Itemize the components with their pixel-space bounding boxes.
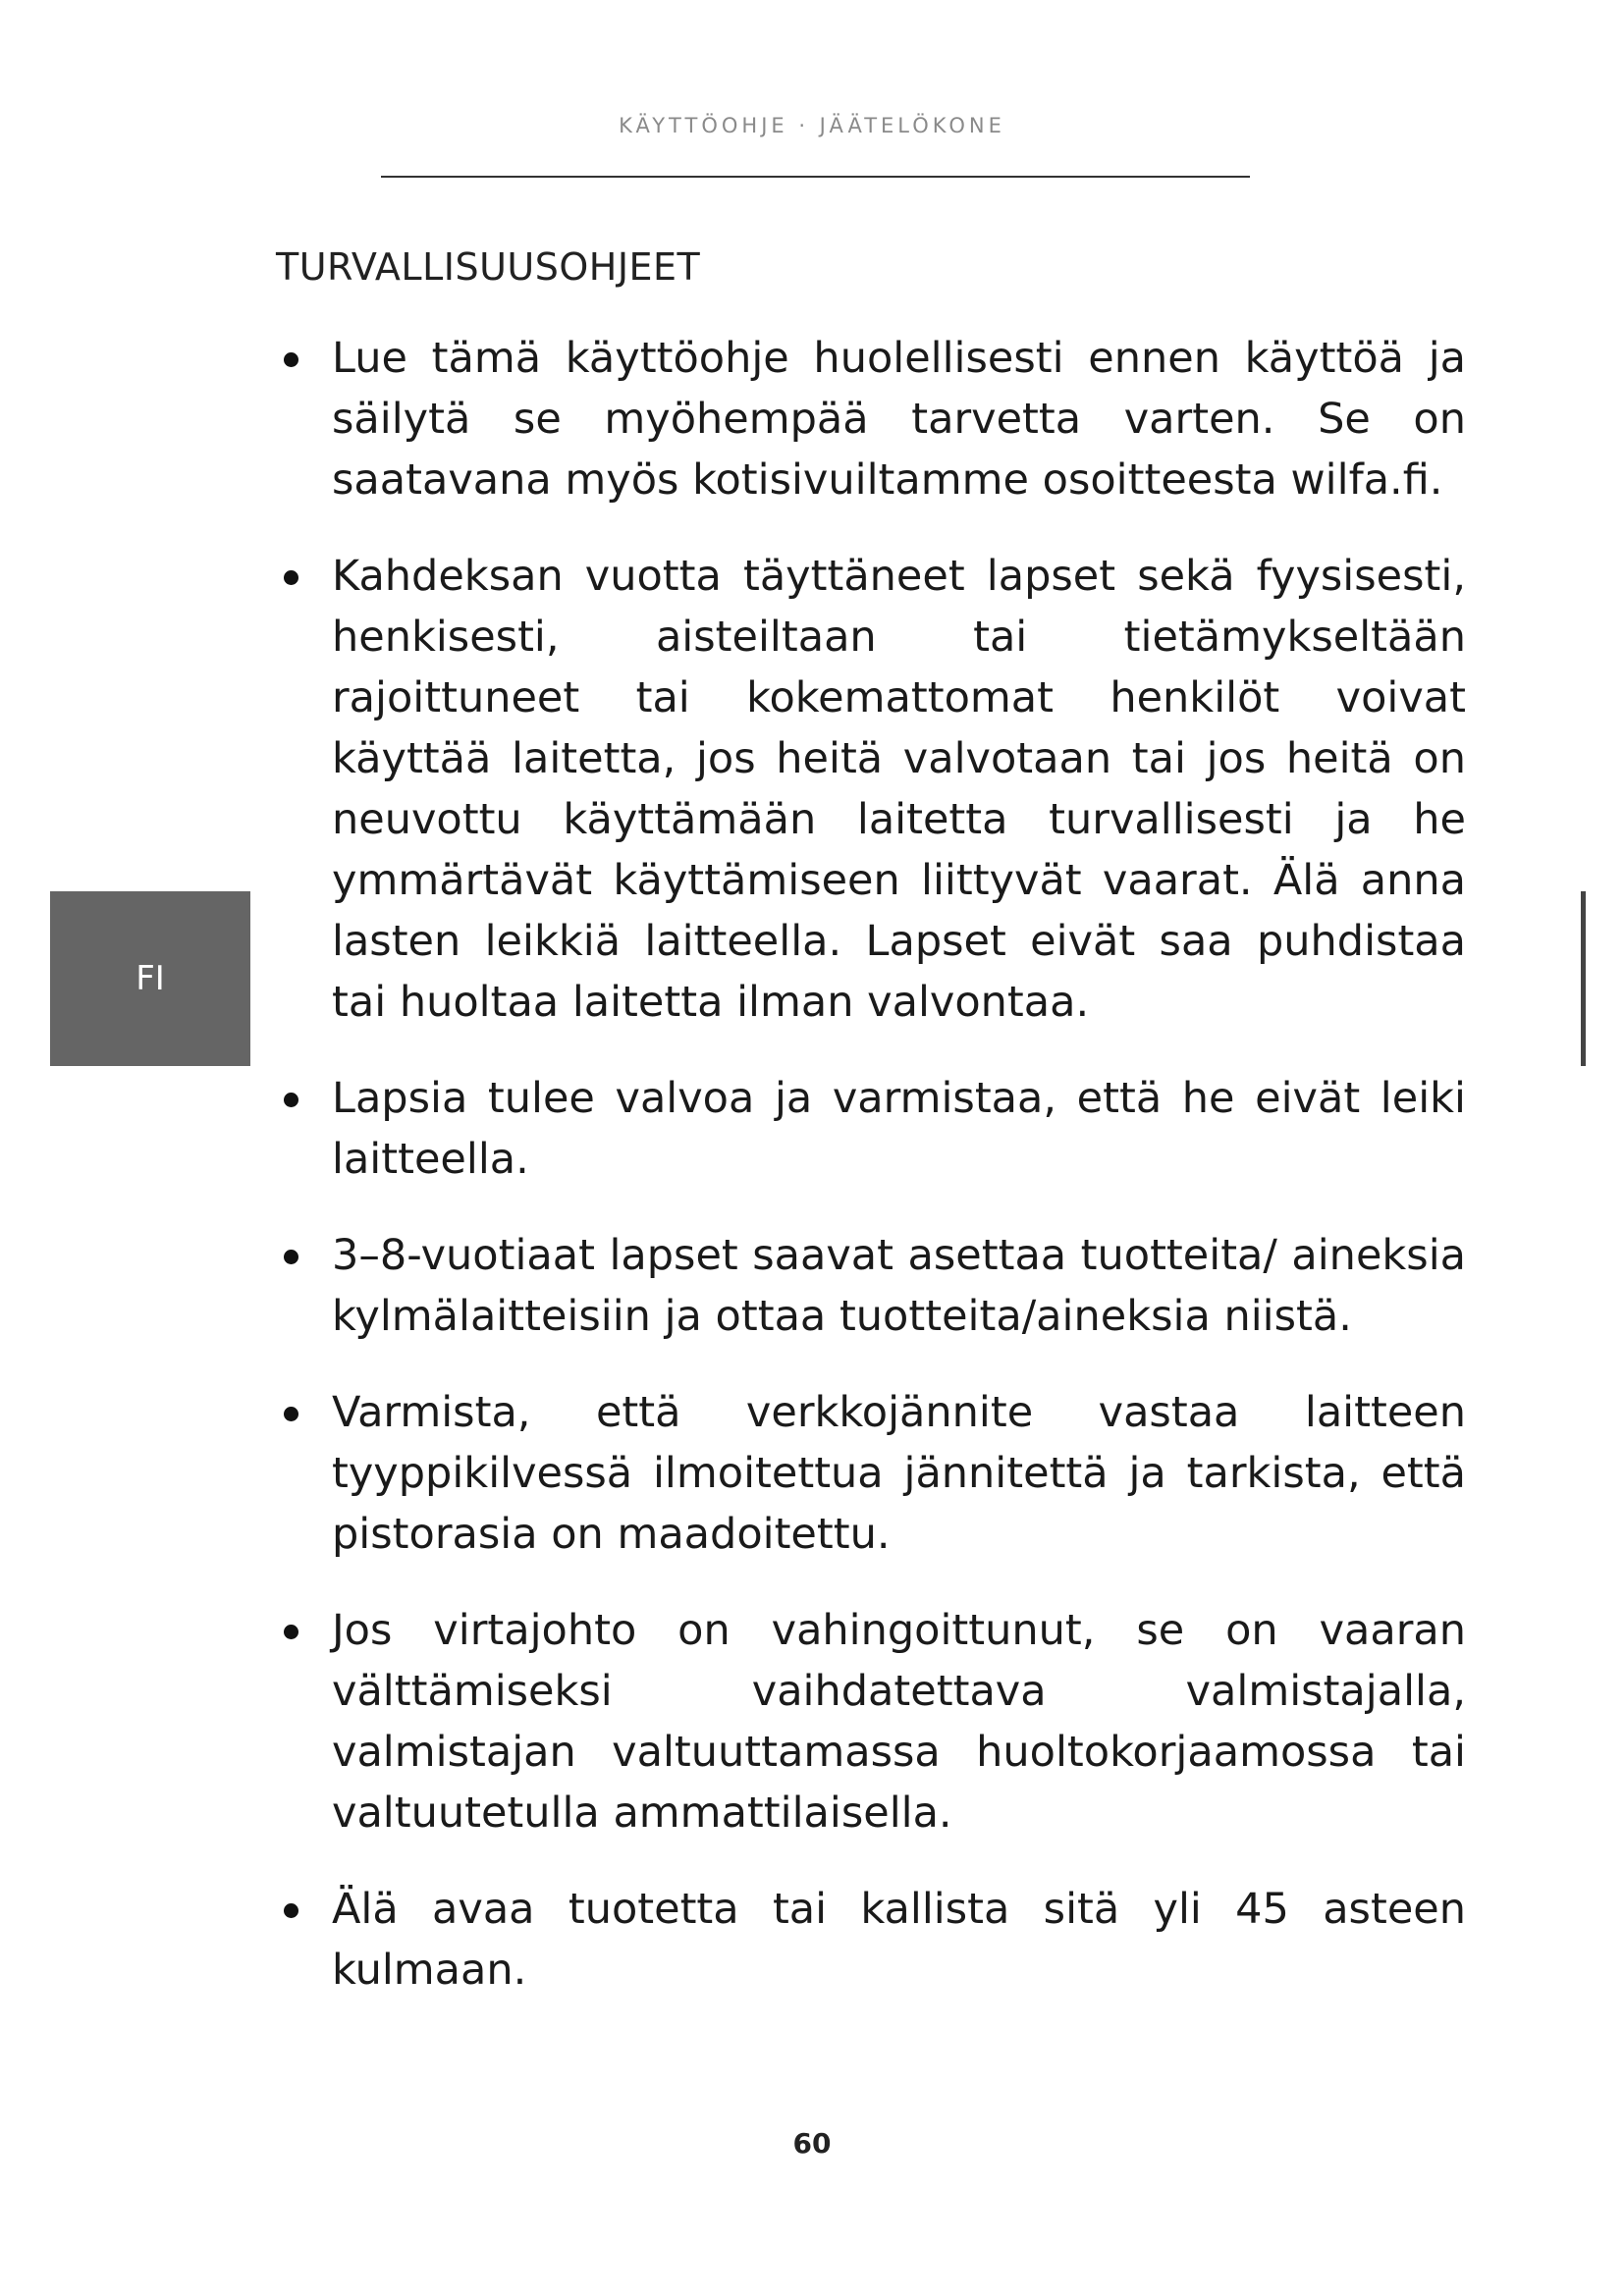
bullet-icon: [284, 570, 298, 585]
list-item: [276, 1600, 1466, 1843]
running-header: KÄYTTÖOHJE · JÄÄTELÖKONE: [619, 114, 1005, 137]
list-item: [276, 1879, 1466, 2001]
list-item-text: Varmista, että verkkojännite vastaa laitteen tyyppikilvessä ilmoitettua jännitettä ja tarkista, että pistorasia on maadoitettu.: [332, 1388, 1466, 1559]
language-tab-label: FI: [135, 959, 165, 998]
list-item-text: 3–8-vuotiaat lapset saavat asettaa tuotteita/ aineksia kylmälaitteisiin ja ottaa tuotteita/aineksia niistä.: [332, 1231, 1466, 1341]
page-number: 60: [792, 2127, 832, 2160]
bullet-icon: [284, 1250, 298, 1264]
bullet-icon: [284, 1093, 298, 1107]
page-edge-marker: [1581, 891, 1586, 1066]
list-item-text: Älä avaa tuotetta tai kallista sitä yli 45 asteen kulmaan.: [332, 1885, 1466, 1995]
list-item: [276, 1382, 1466, 1565]
list-item: [276, 546, 1466, 1033]
header-divider: [381, 176, 1250, 178]
list-item-text: Jos virtajohto on vahingoittunut, se on vaaran välttämiseksi vaihdatettava valmistajalla, valmistajan valtuuttamassa huoltokorjaamossa tai valtuutetulla ammattilaisella.: [332, 1606, 1466, 1838]
list-item: [276, 328, 1466, 510]
list-item: [276, 1225, 1466, 1347]
section-title: TURVALLISUUSOHJEET: [276, 245, 701, 289]
list-item-text: Lapsia tulee valvoa ja varmistaa, että he eivät leiki laitteella.: [332, 1074, 1466, 1184]
bullet-icon: [284, 1625, 298, 1639]
language-tab: [50, 891, 250, 1066]
list-item-text: Kahdeksan vuotta täyttäneet lapset sekä fyysisesti, henkisesti, aisteiltaan tai tietämykseltään rajoittuneet tai kokemattomat henkilöt voivat käyttää laitetta, jos heitä valvotaan tai jos heitä on neuvottu käyttämään laitetta turvallisesti ja he ymmärtävät käyttämiseen liittyvät vaarat. Älä anna lasten leikkiä laitteella. Lapset eivät saa puhdistaa tai huoltaa laitetta ilman valvontaa.: [332, 552, 1466, 1027]
safety-instructions-list: [276, 328, 1466, 2001]
list-item: [276, 1068, 1466, 1190]
list-item-text: Lue tämä käyttöohje huolellisesti ennen käyttöä ja säilytä se myöhempää tarvetta varten. Se on saatavana myös kotisivuiltamme osoitteesta wilfa.fi.: [332, 334, 1466, 505]
bullet-icon: [284, 1903, 298, 1918]
bullet-icon: [284, 352, 298, 367]
bullet-icon: [284, 1407, 298, 1421]
